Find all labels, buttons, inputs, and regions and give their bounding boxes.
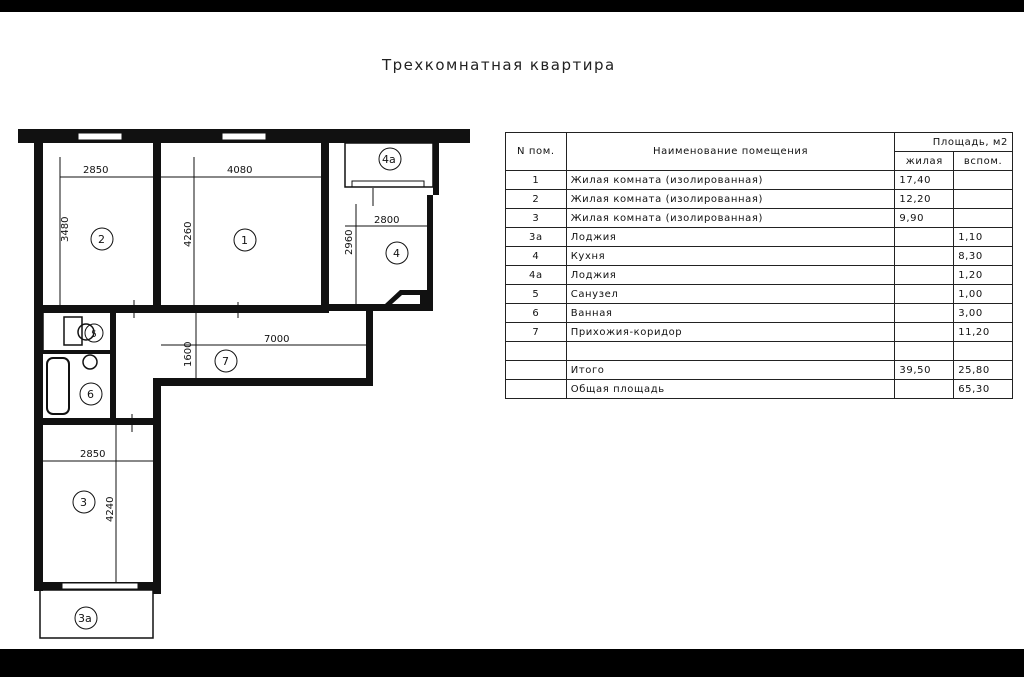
cell-name: Жилая комната (изолированная) [566, 190, 895, 209]
dim-room2-width: 2850 [83, 165, 109, 176]
dim-kitchen-depth: 2960 [344, 229, 355, 255]
cell-num: 2 [506, 190, 567, 209]
table-body [506, 171, 1013, 361]
left-outer-wall [34, 129, 43, 591]
corridor-right-wall [366, 311, 373, 386]
cell-name: Прихожия-коридор [566, 323, 895, 342]
window-kitchen [352, 181, 424, 187]
cell-living [895, 266, 954, 285]
cell-num [506, 342, 567, 361]
table-row [506, 342, 1013, 361]
table-row [506, 285, 1013, 304]
dim-kitchen-width: 2800 [374, 215, 400, 226]
table-overall-row [506, 380, 1013, 399]
cell-num: 3 [506, 209, 567, 228]
room-4a-label: 4а [382, 153, 396, 166]
dim-room3-width: 2850 [80, 449, 106, 460]
header-aux: вспом. [954, 152, 1013, 171]
overall-label: Общая площадь [566, 380, 895, 399]
cell-num: 5 [506, 285, 567, 304]
cell-num: 3а [506, 228, 567, 247]
table-row [506, 266, 1013, 285]
room-circles [73, 148, 408, 629]
sink-icon [83, 355, 97, 369]
corridor-bottom-wall [153, 378, 373, 386]
drawing-sheet [0, 12, 1024, 649]
cell-name: Лоджия [566, 228, 895, 247]
dim-corridor-width: 1600 [183, 341, 194, 367]
total-label: Итого [566, 361, 895, 380]
window-room1 [222, 133, 266, 140]
cell-aux: 1,20 [954, 266, 1013, 285]
window-room3 [62, 583, 138, 589]
total-aux: 25,80 [954, 361, 1013, 380]
cell-living [895, 247, 954, 266]
walls [18, 129, 470, 594]
cell-aux [954, 190, 1013, 209]
overall-aux: 65,30 [954, 380, 1013, 399]
cell-num: 4 [506, 247, 567, 266]
cell-living: 17,40 [895, 171, 954, 190]
header-living: жилая [895, 152, 954, 171]
cell-name: Кухня [566, 247, 895, 266]
wall-below-r1 [161, 305, 329, 313]
room-4-label: 4 [393, 247, 400, 260]
bathtub-icon [47, 358, 69, 414]
cell-name: Лоджия [566, 266, 895, 285]
table-row [506, 190, 1013, 209]
table-header-row [506, 133, 1013, 152]
cell-living [895, 285, 954, 304]
cell-living: 9,90 [895, 209, 954, 228]
wall-r2-r1 [153, 143, 161, 313]
room-3-label: 3 [80, 496, 87, 509]
room3-right-wall [153, 418, 161, 594]
table-row [506, 247, 1013, 266]
room-3a-label: 3а [78, 612, 92, 625]
room-5-label: 5 [91, 330, 97, 340]
wc-bath-wall [43, 350, 110, 354]
room-2-label: 2 [98, 233, 105, 246]
cell-name [566, 342, 895, 361]
page-title: Трехкомнатная квартира [382, 56, 616, 74]
cell-living: 12,20 [895, 190, 954, 209]
cell-aux: 11,20 [954, 323, 1013, 342]
cell-aux [954, 342, 1013, 361]
table-total-row [506, 361, 1013, 380]
area-table [505, 132, 1013, 399]
table-row [506, 304, 1013, 323]
toilet-icon [64, 317, 82, 345]
cell-living [895, 323, 954, 342]
table-row [506, 228, 1013, 247]
table-row [506, 323, 1013, 342]
wall-below-r2 [43, 305, 163, 313]
room-7-label: 7 [222, 355, 229, 368]
cell-name: Санузел [566, 285, 895, 304]
dim-room2-depth: 3480 [60, 216, 71, 242]
cell-living [895, 304, 954, 323]
cell-aux: 1,10 [954, 228, 1013, 247]
loggia4a-wall [433, 143, 439, 195]
cell-num: 1 [506, 171, 567, 190]
table-row [506, 171, 1013, 190]
cell-aux [954, 171, 1013, 190]
cell-num: 4а [506, 266, 567, 285]
cell-aux: 1,00 [954, 285, 1013, 304]
header-name: Наименование помещения [566, 133, 895, 171]
cell-living [895, 228, 954, 247]
room3-top-wall [43, 418, 161, 425]
cell-num: 7 [506, 323, 567, 342]
cell-num: 6 [506, 304, 567, 323]
dim-room1-width: 4080 [227, 165, 253, 176]
table-row [506, 209, 1013, 228]
cell-aux: 3,00 [954, 304, 1013, 323]
dim-room1-depth: 4260 [183, 221, 194, 247]
room-1-label: 1 [241, 234, 248, 247]
cell-aux: 8,30 [954, 247, 1013, 266]
bathroom-wall [110, 313, 116, 425]
cell-name: Жилая комната (изолированная) [566, 209, 895, 228]
kitchen-right-wall [427, 195, 433, 310]
header-num: N пом. [506, 133, 567, 171]
room-6-label: 6 [87, 388, 94, 401]
dim-room3-depth: 4240 [105, 496, 116, 522]
cell-name: Ванная [566, 304, 895, 323]
window-room2 [78, 133, 122, 140]
dim-corridor-length: 7000 [264, 334, 290, 345]
cell-living [895, 342, 954, 361]
floor-plan [0, 12, 500, 649]
wall-r1-kitchen [321, 143, 329, 313]
total-living: 39,50 [895, 361, 954, 380]
cell-aux [954, 209, 1013, 228]
header-area: Площадь, м2 [895, 133, 1013, 152]
cell-name: Жилая комната (изолированная) [566, 171, 895, 190]
kitchen-bottom-wall [329, 304, 433, 311]
